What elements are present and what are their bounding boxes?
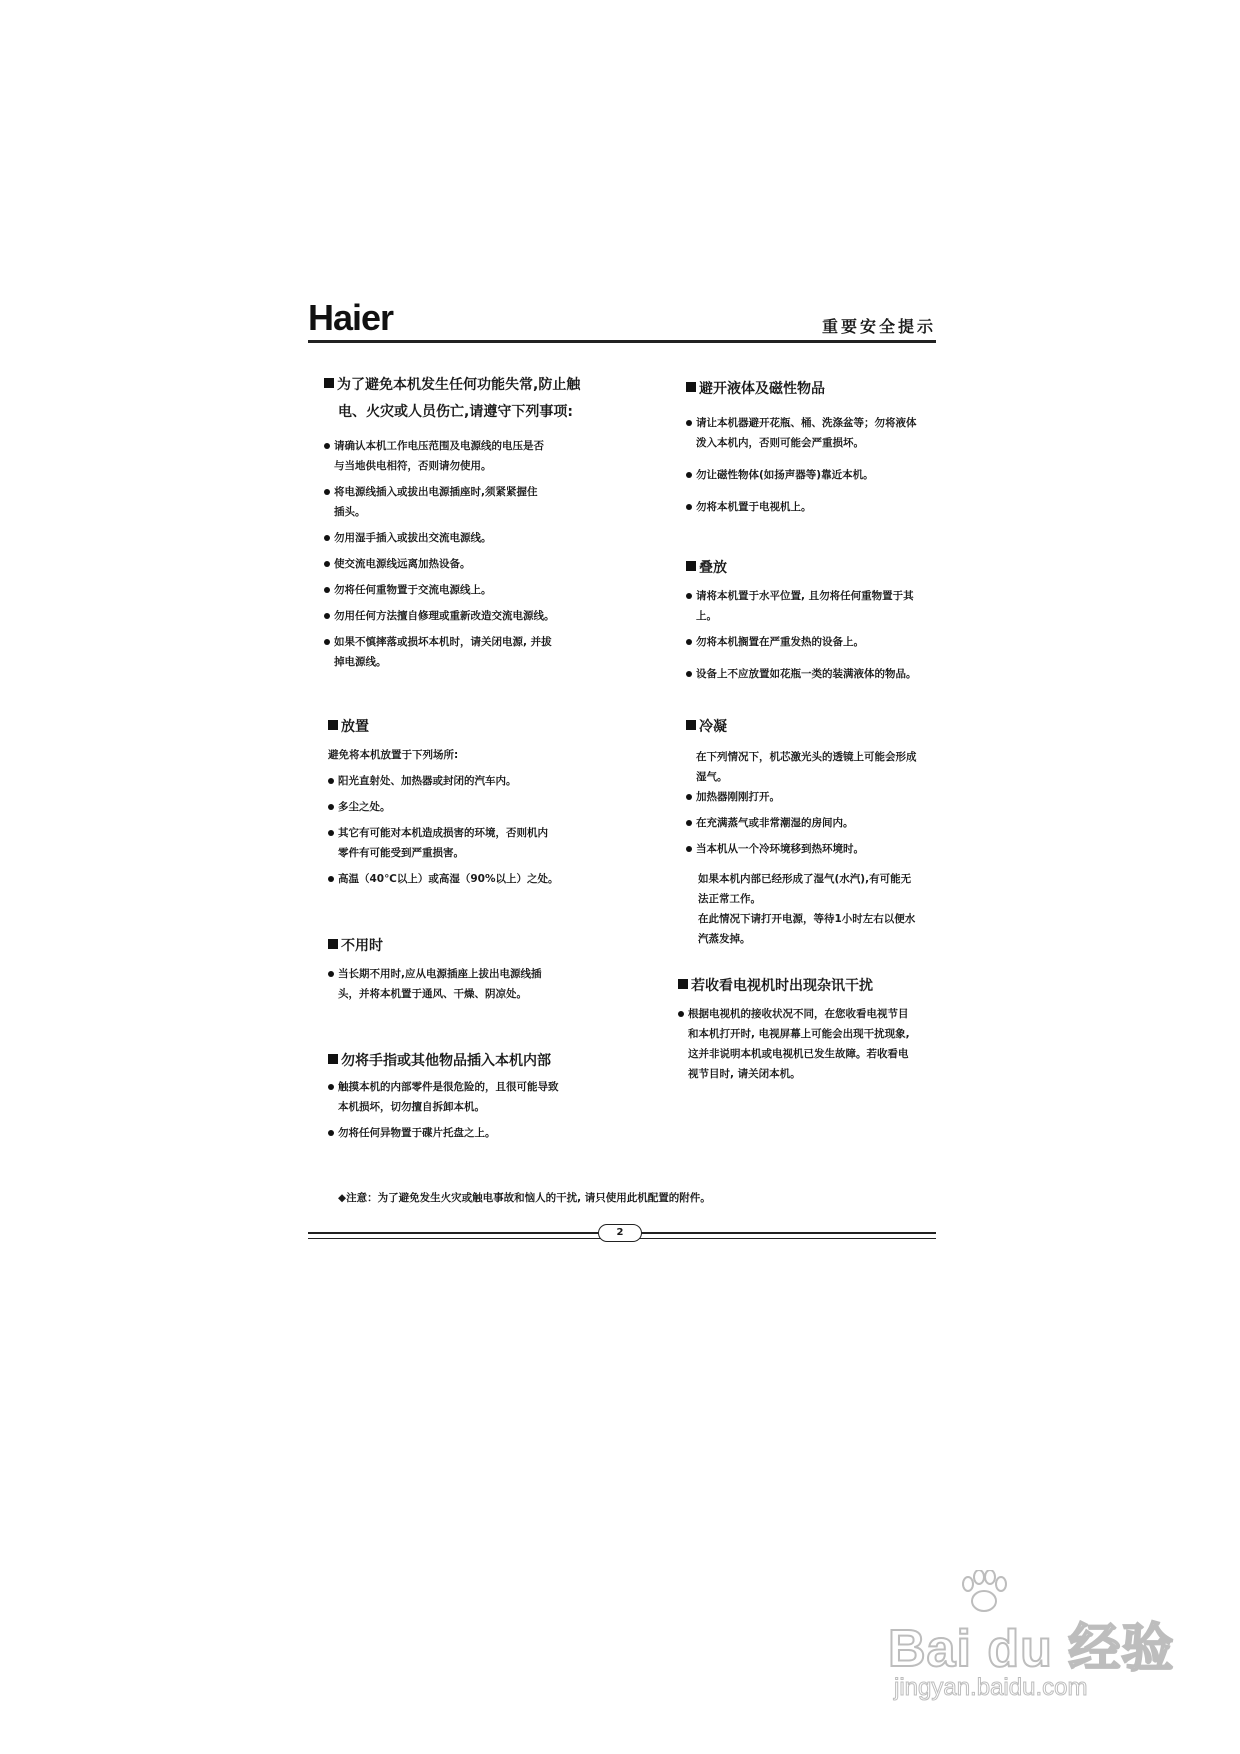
- list-item: 阳光直射处、加热器或封闭的汽车内。: [328, 771, 628, 791]
- square-bullet-icon: [678, 979, 688, 989]
- section-heading-cont: 电、火灾或人员伤亡,请遵守下列事项:: [338, 404, 573, 420]
- left-column: [328, 372, 628, 1143]
- list-item: 勿用任何方法擅自修理或重新改造交流电源线。: [324, 606, 628, 626]
- right-column: [686, 376, 946, 1084]
- list-item: 触摸本机的内部零件是很危险的，且很可能导致: [328, 1077, 628, 1097]
- section-heading: [328, 933, 628, 960]
- list-item: 根据电视机的接收状况不同，在您收看电视节目: [678, 1004, 946, 1024]
- list-item: 勿将任何重物置于交流电源线上。: [324, 580, 628, 600]
- section-stacking: [686, 555, 946, 684]
- list-item: 高温（40℃以上）或高湿（90%以上）之处。: [328, 869, 628, 889]
- haier-logo: Haier: [308, 297, 394, 338]
- heading-text: 放置: [341, 719, 369, 735]
- list-item-cont: 和本机打开时, 电视屏幕上可能会出现干扰现象,: [688, 1028, 910, 1040]
- list-item-cont: 零件有可能受到严重损害。: [338, 847, 464, 859]
- heading-text: 勿将手指或其他物品插入本机内部: [341, 1053, 551, 1069]
- square-bullet-icon: [328, 720, 338, 730]
- section-heading: [328, 714, 628, 741]
- page-title: 重要安全提示: [822, 317, 937, 336]
- list-item-cont: 这并非说明本机或电视机已发生故障。若收看电: [688, 1048, 909, 1060]
- list-item-cont: 掉电源线。: [334, 656, 387, 668]
- heading-text: 冷凝: [699, 719, 727, 735]
- section-placement: [328, 714, 628, 889]
- square-bullet-icon: [328, 1054, 338, 1064]
- section-heading: [324, 372, 628, 399]
- list-item: 勿将本机搁置在严重发热的设备上。: [686, 632, 946, 652]
- square-bullet-icon: [324, 378, 334, 388]
- list-item: 勿让磁性物体(如扬声器等)靠近本机。: [686, 465, 946, 485]
- header-rule: [308, 340, 936, 343]
- list-item: 当本机从一个冷环境移到热环境时。: [686, 839, 946, 859]
- list-item-cont: 与当地供电相符，否则请勿使用。: [334, 460, 492, 472]
- list-item-cont: 插头。: [334, 506, 366, 518]
- square-bullet-icon: [686, 382, 696, 392]
- list-item: 加热器刚刚打开。: [686, 787, 946, 807]
- square-bullet-icon: [686, 561, 696, 571]
- page-number: 2: [598, 1224, 642, 1242]
- square-bullet-icon: [686, 720, 696, 730]
- list-item: 勿将任何异物置于碟片托盘之上。: [328, 1123, 628, 1143]
- heading-text: 若收看电视机时出现杂讯干扰: [691, 978, 873, 994]
- section-tail: 法正常工作。: [698, 893, 761, 905]
- section-heading: [678, 973, 946, 1000]
- section-heading: [686, 376, 946, 403]
- list-item: 当长期不用时,应从电源插座上拔出电源线插: [328, 964, 628, 984]
- watermark-url: jingyan.baidu.com: [894, 1674, 1088, 1701]
- heading-text: 不用时: [341, 938, 383, 954]
- square-bullet-icon: [328, 939, 338, 949]
- section-intro: [324, 372, 628, 672]
- list-item-cont: 上。: [696, 610, 717, 622]
- list-item: 其它有可能对本机造成损害的环境，否则机内: [328, 823, 628, 843]
- baidu-watermark: [888, 1570, 1188, 1720]
- list-item: 请将本机置于水平位置, 且勿将任何重物置于其: [686, 586, 946, 606]
- heading-text: 叠放: [699, 560, 727, 576]
- list-item: 请确认本机工作电压范围及电源线的电压是否: [324, 436, 628, 456]
- list-item: 将电源线插入或拔出电源插座时,须紧紧握住: [324, 482, 628, 502]
- list-item-cont: 视节目时, 请关闭本机。: [688, 1068, 801, 1080]
- section-tail: 汽蒸发掉。: [698, 933, 751, 945]
- footer-note: ◆注意：为了避免发生火灾或触电事故和恼人的干扰, 请只使用此机配置的附件。: [338, 1192, 711, 1204]
- list-item: 在充满蒸气或非常潮湿的房间内。: [686, 813, 946, 833]
- list-item: 勿将本机置于电视机上。: [686, 497, 946, 517]
- heading-text: 为了避免本机发生任何功能失常,防止触: [337, 377, 581, 393]
- list-item: 如果不慎摔落或损坏本机时，请关闭电源, 并拔: [324, 632, 628, 652]
- section-tv: [678, 973, 946, 1084]
- section-fingers: [328, 1048, 628, 1143]
- section-heading: [686, 555, 946, 582]
- section-heading: [686, 714, 946, 741]
- list-item-cont: 本机损坏，切勿擅自拆卸本机。: [338, 1101, 485, 1113]
- section-lead-cont: 湿气。: [696, 771, 728, 783]
- heading-text: 避开液体及磁性物品: [699, 381, 825, 397]
- list-item: 多尘之处。: [328, 797, 628, 817]
- section-tail: 如果本机内部已经形成了湿气(水汽),有可能无: [698, 873, 912, 885]
- list-item: 请让本机器避开花瓶、桶、洗涤盆等；勿将液体: [686, 413, 946, 433]
- list-item: 设备上不应放置如花瓶一类的装满液体的物品。: [686, 664, 946, 684]
- watermark-brand: Bai du 经验: [888, 1620, 1175, 1678]
- section-lead: 在下列情况下，机芯激光头的透镜上可能会形成: [696, 751, 917, 763]
- list-item-cont: 泼入本机内，否则可能会严重损坏。: [696, 437, 864, 449]
- section-lead: 避免将本机放置于下列场所:: [328, 749, 459, 761]
- section-tail: 在此情况下请打开电源，等待1小时左右以便水: [698, 913, 916, 925]
- list-item: 勿用湿手插入或拔出交流电源线。: [324, 528, 628, 548]
- section-unused: [328, 933, 628, 1004]
- section-heading: [328, 1048, 628, 1075]
- section-liquids: [686, 376, 946, 517]
- section-condensation: [686, 714, 946, 949]
- list-item-cont: 头，并将本机置于通风、干燥、阴凉处。: [338, 988, 527, 1000]
- list-item: 使交流电源线远离加热设备。: [324, 554, 628, 574]
